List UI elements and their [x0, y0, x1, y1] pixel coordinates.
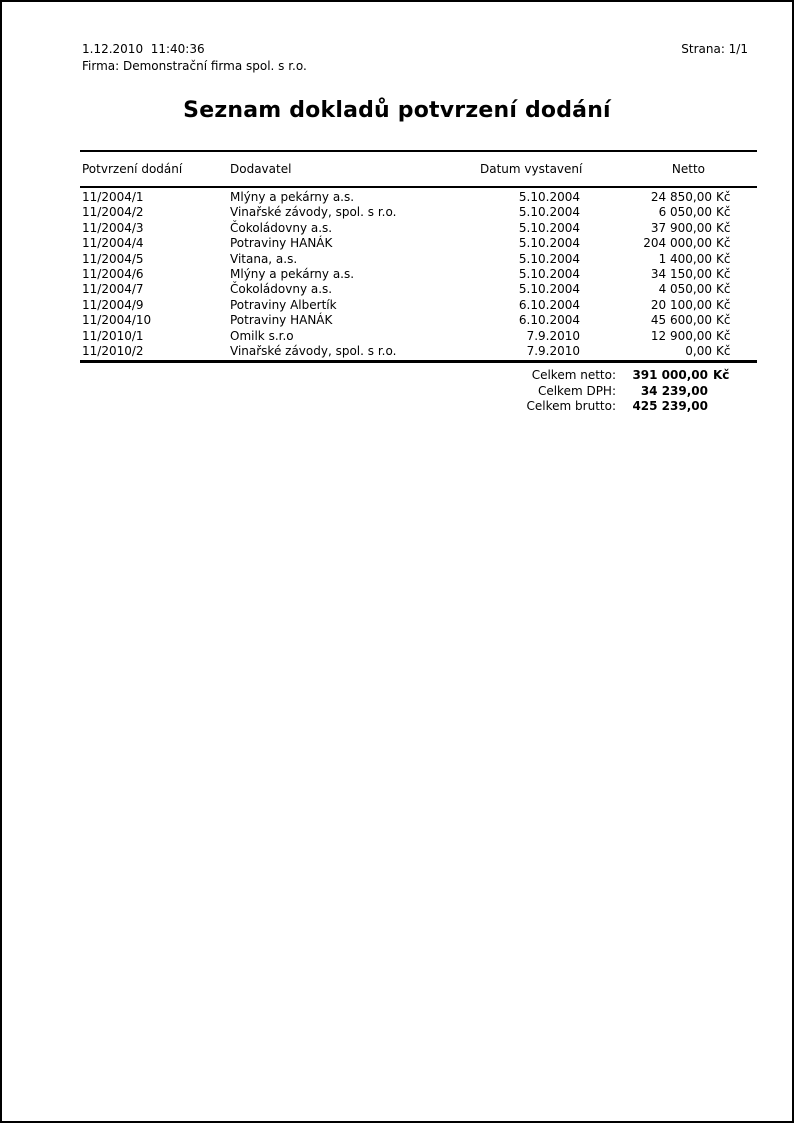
cell-supplier: Vitana, a.s.: [230, 251, 298, 266]
table-row: [80, 205, 757, 220]
cell-currency: Kč: [716, 236, 731, 251]
cell-date: 5.10.2004: [518, 220, 580, 235]
cell-doc: 11/2004/4: [82, 236, 144, 251]
cell-supplier: Čokoládovny a.s.: [230, 220, 333, 235]
cell-amount: 0,00: [685, 343, 712, 358]
cell-date: 6.10.2004: [518, 313, 580, 328]
cell-doc: 11/2004/7: [82, 282, 144, 297]
header-currency-spacer: [712, 158, 757, 180]
cell-doc: 11/2010/2: [82, 343, 144, 358]
total-netto-currency: Kč: [713, 368, 730, 382]
table-row: [80, 298, 757, 313]
table-header-row: [80, 158, 757, 180]
table-row: [80, 267, 757, 282]
table-header-rule: [80, 186, 757, 188]
table-body: [80, 190, 757, 359]
cell-amount: 20 100,00: [650, 297, 712, 312]
cell-amount: 34 150,00: [650, 266, 712, 281]
cell-amount: 1 400,00: [658, 251, 712, 266]
cell-currency: Kč: [716, 205, 731, 220]
cell-amount: 24 850,00: [650, 190, 712, 204]
cell-doc: 11/2004/6: [82, 266, 144, 281]
cell-date: 7.9.2010: [526, 343, 580, 358]
cell-currency: Kč: [716, 251, 731, 266]
header-date: Datum vystavení: [480, 162, 583, 176]
cell-date: 5.10.2004: [518, 236, 580, 251]
total-dph-currency: [708, 384, 736, 400]
cell-doc: 11/2004/10: [82, 313, 152, 328]
report-title: Seznam dokladů potvrzení dodání: [183, 98, 611, 123]
cell-amount: 4 050,00: [658, 282, 712, 297]
table-top-rule: [80, 150, 757, 152]
total-brutto-value: 425 239,00: [632, 399, 708, 413]
table-row: [80, 313, 757, 328]
cell-amount: 6 050,00: [658, 205, 712, 220]
total-netto-row: [80, 368, 736, 384]
cell-date: 5.10.2004: [518, 282, 580, 297]
total-dph-value: 34 239,00: [640, 383, 708, 398]
cell-supplier: Mlýny a pekárny a.s.: [230, 266, 355, 281]
cell-date: 5.10.2004: [518, 266, 580, 281]
cell-date: 7.9.2010: [526, 328, 580, 343]
page-number: Strana: 1/1: [681, 42, 748, 56]
cell-supplier: Omilk s.r.o: [230, 328, 294, 343]
table-bottom-rule: [80, 360, 757, 363]
cell-currency: Kč: [716, 266, 731, 281]
table-row: [80, 329, 757, 344]
cell-doc: 11/2004/3: [82, 220, 144, 235]
cell-supplier: Mlýny a pekárny a.s.: [230, 190, 355, 204]
company-line: Firma: Demonstrační firma spol. s r.o.: [82, 59, 307, 73]
cell-doc: 11/2004/1: [82, 190, 144, 204]
table-row: [80, 221, 757, 236]
cell-supplier: Potraviny HANÁK: [230, 236, 333, 251]
cell-date: 5.10.2004: [518, 205, 580, 220]
table-row: [80, 236, 757, 251]
total-dph-label: Celkem DPH:: [537, 383, 616, 398]
cell-currency: Kč: [716, 220, 731, 235]
cell-currency: Kč: [716, 328, 731, 343]
cell-doc: 11/2004/5: [82, 251, 144, 266]
cell-currency: Kč: [716, 313, 731, 328]
table-row: [80, 344, 757, 359]
cell-currency: Kč: [716, 343, 731, 358]
cell-doc: 11/2004/2: [82, 205, 144, 220]
cell-currency: Kč: [716, 282, 731, 297]
cell-supplier: Vinařské závody, spol. s r.o.: [230, 343, 397, 358]
total-brutto-label: Celkem brutto:: [526, 399, 616, 413]
cell-supplier: Potraviny HANÁK: [230, 313, 333, 328]
cell-amount: 37 900,00: [650, 220, 712, 235]
cell-currency: Kč: [716, 297, 731, 312]
table-row: [80, 252, 757, 267]
cell-doc: 11/2010/1: [82, 328, 144, 343]
cell-supplier: Potraviny Albertík: [230, 297, 337, 312]
cell-date: 6.10.2004: [518, 297, 580, 312]
cell-date: 5.10.2004: [518, 251, 580, 266]
totals-block: [80, 368, 736, 415]
cell-doc: 11/2004/9: [82, 297, 144, 312]
report-datetime: 1.12.2010 11:40:36: [82, 42, 205, 56]
total-netto-label: Celkem netto:: [531, 368, 616, 382]
total-brutto-currency: [708, 399, 736, 415]
cell-amount: 45 600,00: [650, 313, 712, 328]
cell-supplier: Čokoládovny a.s.: [230, 282, 333, 297]
header-netto: Netto: [671, 162, 705, 176]
table-row: [80, 190, 757, 205]
total-netto-value: 391 000,00: [632, 368, 708, 382]
cell-currency: Kč: [716, 190, 731, 204]
total-dph-row: [80, 384, 736, 400]
cell-supplier: Vinařské závody, spol. s r.o.: [230, 205, 397, 220]
header-doc: Potvrzení dodání: [82, 162, 183, 176]
cell-amount: 204 000,00: [643, 236, 712, 251]
total-brutto-row: [80, 399, 736, 415]
cell-amount: 12 900,00: [650, 328, 712, 343]
cell-date: 5.10.2004: [518, 190, 580, 204]
header-supplier: Dodavatel: [230, 162, 292, 176]
table-row: [80, 282, 757, 297]
